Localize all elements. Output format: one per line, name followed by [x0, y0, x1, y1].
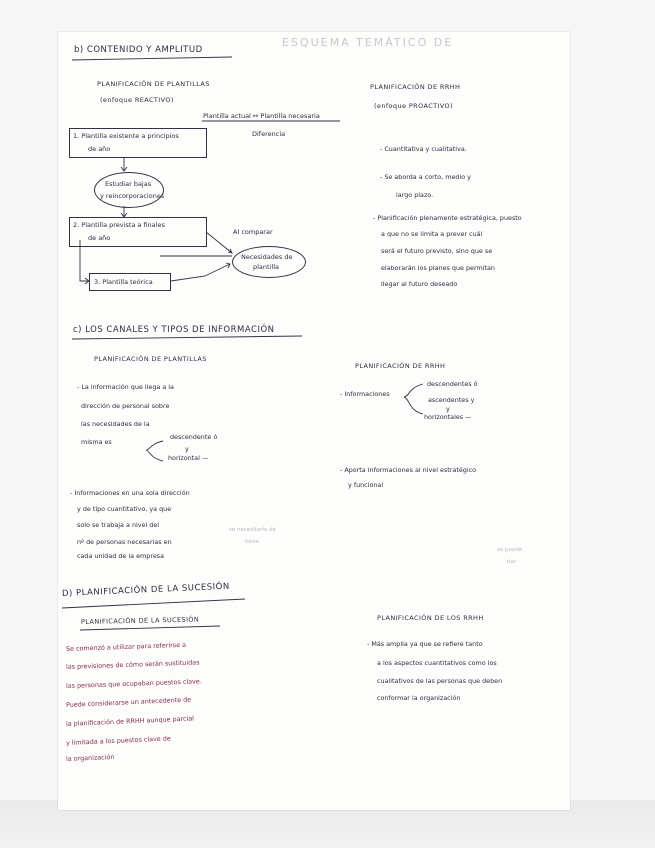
succession-line-4: Puede considerarse un antecedente de	[65, 695, 192, 709]
right-info-label: - Informaciones	[340, 390, 390, 398]
box-theoretical-staff	[89, 273, 171, 291]
box-existing-staff-line1: 1. Plantilla existente a principios	[73, 132, 179, 140]
heading-underline-d	[62, 599, 245, 608]
info-line-8: nº de personas necesarias en	[77, 538, 172, 546]
succession-line-2: las previsiones de cómo serán sustituidas	[65, 658, 200, 671]
bleed-through-text-left-2: tiene	[245, 539, 259, 545]
heading-underline-c	[72, 336, 302, 339]
bleed-through-text-right-2: dar	[507, 559, 517, 565]
heading-underline-b	[72, 57, 232, 60]
succession-line-6: y limitada a los puestos clave de	[65, 734, 171, 747]
arrow-box1-to-oval1	[121, 157, 127, 171]
info-line-6: y de tipo cuantitativo, ya que	[77, 505, 172, 513]
section-c-left-title: PLANIFICACIÓN DE PLANTILLAS	[94, 355, 207, 363]
section-c-right-title: PLANIFICACIÓN DE RRHH	[355, 362, 446, 370]
compare-label: Al comparar	[233, 228, 273, 236]
right-branch-ascending: ascendentes y	[428, 396, 475, 404]
box-existing-staff-line2: de año	[88, 145, 111, 153]
info-line-9: cada unidad de la empresa	[77, 552, 164, 560]
succession-line-7: la organización	[65, 752, 115, 763]
rrhh-line-2: - Se aborda a corto, medio y	[380, 173, 471, 181]
section-b-heading: b) CONTENIDO Y AMPLITUD	[74, 45, 203, 55]
succession-line-3: las personas que ocupaban puestos clave.	[65, 677, 202, 690]
succession-line-5: la planificación de RRHH aunque parcial	[65, 714, 195, 728]
arrow-box2-to-oval2	[206, 232, 232, 253]
section-b-left-subtitle: (enfoque REACTIVO)	[100, 96, 174, 104]
info-line-7: solo se trabaja a nivel del	[77, 521, 160, 529]
box-projected-staff	[69, 217, 207, 247]
rrhh-line-1: - Cuantitativa y cualitativa.	[380, 145, 467, 153]
right-branch-horizontal: horizontales —	[424, 413, 472, 421]
box-theoretical-staff-label: 3. Plantilla teórica	[94, 278, 153, 286]
comparison-label: Plantilla actual ↔ Plantilla necesaria	[203, 112, 320, 120]
right-branch-descending: descendentes ó	[427, 380, 478, 388]
rrhh-line-3: largo plazo.	[396, 191, 434, 199]
info-line-5: - Informaciones en una sola dirección	[70, 489, 190, 497]
rrhh-line-4: - Planificación plenamente estratégica, puesto	[373, 214, 522, 222]
right-info-line-2: y funcional	[348, 481, 384, 489]
rrhh-scope-line-4: conformar la organización	[377, 694, 461, 702]
info-line-4: misma es	[81, 438, 112, 446]
rrhh-line-6: será el futuro previsto, sino que se	[381, 247, 493, 255]
section-b-right-subtitle: (enfoque PROACTIVO)	[374, 102, 454, 110]
info-line-2: dirección de personal sobre	[81, 402, 170, 410]
info-line-1: - La información que llega a la	[77, 383, 174, 391]
section-d-heading: D) PLANIFICACIÓN DE LA SUCESIÓN	[61, 581, 230, 599]
brace-left-c	[146, 441, 163, 461]
right-branch-and: y	[446, 405, 450, 413]
difference-label: Diferencia	[252, 130, 286, 138]
oval-staff-needs	[232, 246, 306, 278]
left-branch-descending: descendente ó	[170, 433, 218, 441]
left-branch-horizontal: horizontal —	[168, 454, 209, 462]
brace-right-c	[404, 384, 423, 414]
section-d-right-title: PLANIFICACIÓN DE LOS RRHH	[377, 614, 484, 622]
rrhh-scope-line-2: a los aspectos cuantitativos como los	[377, 659, 497, 667]
left-branch-and: y	[185, 445, 189, 453]
oval-staff-needs-line1: Necesidades de	[241, 253, 293, 261]
section-b-right-title: PLANIFICACIÓN DE RRHH	[370, 83, 461, 91]
oval-study-departures-line2: y reincorporaciones	[100, 192, 165, 200]
bleed-through-header: ESQUEMA TEMÁTICO DE	[282, 36, 454, 49]
box-projected-staff-line2: de año	[88, 234, 111, 242]
bleed-through-text-left: se necesitaría de	[229, 527, 276, 533]
oval-staff-needs-line2: plantilla	[253, 263, 279, 271]
title-underline-d-left	[80, 626, 220, 630]
rrhh-line-5: a que no se limita a prever cuál	[381, 230, 483, 238]
info-line-3: las necesidades de la	[81, 420, 150, 428]
oval-study-departures-line1: Estudiar bajas	[105, 180, 152, 188]
section-c-heading: c) LOS CANALES Y TIPOS DE INFORMACIÓN	[73, 325, 275, 335]
box-existing-staff	[69, 128, 207, 158]
arrow-box3-to-oval2	[171, 263, 230, 281]
section-b-left-title: PLANIFICACIÓN DE PLANTILLAS	[97, 80, 210, 88]
rrhh-scope-line-3: cualitativos de las personas que deben	[377, 677, 503, 685]
oval-study-departures	[94, 172, 164, 208]
rrhh-line-7: elaborarán los planes que permitan	[381, 264, 495, 272]
bleed-through-text-right: se puede	[497, 547, 523, 553]
right-info-line-1: - Aporta informaciones al nivel estratégico	[340, 466, 477, 474]
rrhh-line-8: llegar al futuro deseado	[381, 280, 458, 288]
box-projected-staff-line1: 2. Plantilla prevista a finales	[73, 221, 165, 229]
succession-line-1: Se comenzó a utilizar para referirse a	[65, 640, 187, 653]
rrhh-scope-line-1: - Más amplia ya que se refiere tanto	[367, 640, 483, 648]
section-d-left-title: PLANIFICACIÓN DE LA SUCESIÓN	[80, 615, 200, 626]
